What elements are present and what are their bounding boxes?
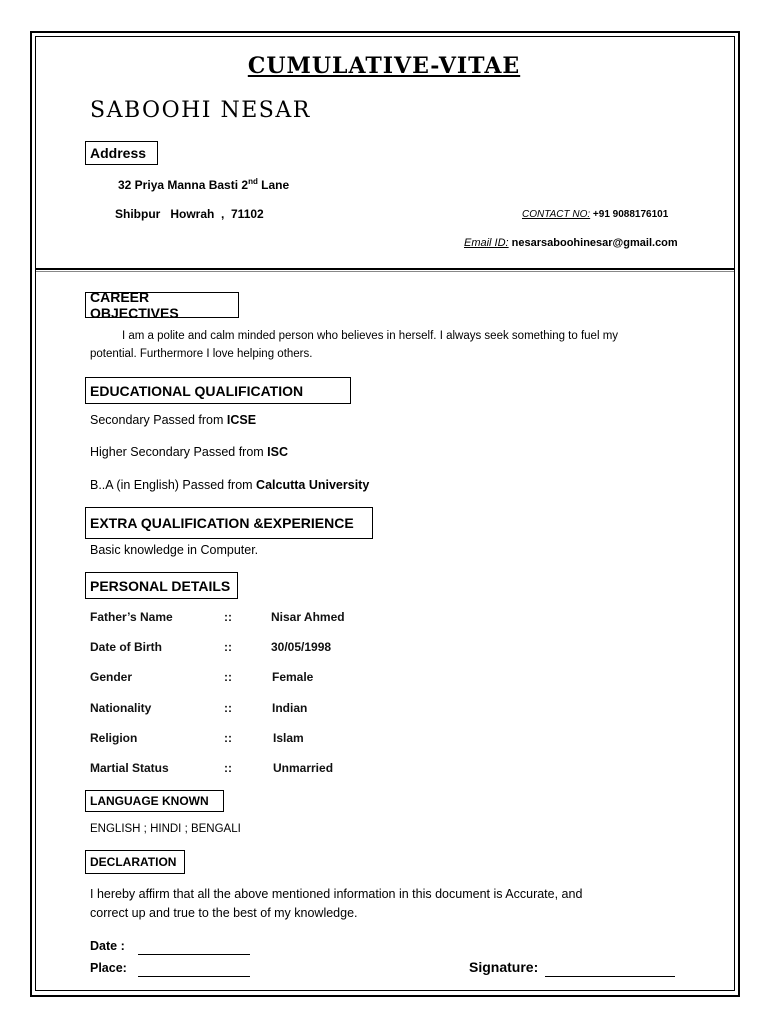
signature-line bbox=[545, 962, 675, 977]
personal-separator: :: bbox=[224, 670, 232, 684]
personal-value-marital: Unmarried bbox=[273, 761, 334, 775]
personal-separator: :: bbox=[224, 640, 232, 654]
header-divider-secondary bbox=[36, 271, 734, 272]
address-line-1: 32 Priya Manna Basti 2nd Lane bbox=[118, 177, 290, 192]
language-text: ENGLISH ; HINDI ; BENGALI bbox=[90, 823, 241, 835]
declaration-text-2: correct up and true to the best of my knowledge. bbox=[90, 906, 358, 920]
personal-separator: :: bbox=[224, 731, 232, 745]
signature-field: Signature: bbox=[469, 959, 539, 975]
personal-label-gender: Gender bbox=[90, 670, 133, 684]
career-objectives-heading: CAREER OBJECTIVES bbox=[85, 292, 239, 318]
email-id: Email ID: nesarsaboohinesar@gmail.com bbox=[464, 237, 678, 249]
header-divider bbox=[36, 268, 734, 270]
extra-qualification-text: Basic knowledge in Computer. bbox=[90, 543, 259, 557]
personal-label-nationality: Nationality bbox=[90, 701, 152, 715]
personal-value-father: Nisar Ahmed bbox=[271, 610, 345, 624]
address-heading: Address bbox=[85, 141, 158, 165]
candidate-name: SABOOHI NESAR bbox=[90, 98, 311, 123]
personal-value-religion: Islam bbox=[273, 731, 304, 745]
personal-details-heading: PERSONAL DETAILS bbox=[85, 572, 238, 599]
address-line-2: Shibpur Howrah , 71102 bbox=[115, 207, 264, 221]
personal-label-father: Father’s Name bbox=[90, 610, 173, 624]
declaration-text-1: I hereby affirm that all the above mentioned information in this document is Accurate, and bbox=[90, 887, 583, 901]
date-field: Date : bbox=[90, 939, 125, 953]
personal-separator: :: bbox=[224, 610, 232, 624]
education-item-3: B..A (in English) Passed from Calcutta University bbox=[90, 478, 370, 492]
personal-label-religion: Religion bbox=[90, 731, 138, 745]
personal-label-dob: Date of Birth bbox=[90, 640, 162, 654]
career-objectives-text-1: I am a polite and calm minded person who believes in herself. I always seek something to fuel my bbox=[122, 330, 619, 342]
language-heading: LANGUAGE KNOWN bbox=[85, 790, 224, 812]
date-line bbox=[138, 940, 250, 955]
education-item-1: Secondary Passed from ICSE bbox=[90, 413, 257, 427]
extra-qualification-heading: EXTRA QUALIFICATION &EXPERIENCE bbox=[85, 507, 373, 539]
document-title: CUMULATIVE-VITAE bbox=[247, 53, 521, 79]
personal-value-dob: 30/05/1998 bbox=[271, 640, 332, 654]
place-field: Place: bbox=[90, 961, 127, 975]
contact-number: CONTACT NO: +91 9088176101 bbox=[522, 209, 669, 220]
personal-value-gender: Female bbox=[272, 670, 314, 684]
career-objectives-text-2: potential. Furthermore I love helping others. bbox=[90, 348, 313, 360]
place-line bbox=[138, 962, 250, 977]
personal-separator: :: bbox=[224, 701, 232, 715]
personal-value-nationality: Indian bbox=[272, 701, 308, 715]
personal-label-marital: Martial Status bbox=[90, 761, 169, 775]
personal-separator: :: bbox=[224, 761, 232, 775]
education-item-2: Higher Secondary Passed from ISC bbox=[90, 445, 289, 459]
declaration-heading: DECLARATION bbox=[85, 850, 185, 874]
education-heading: EDUCATIONAL QUALIFICATION bbox=[85, 377, 351, 404]
